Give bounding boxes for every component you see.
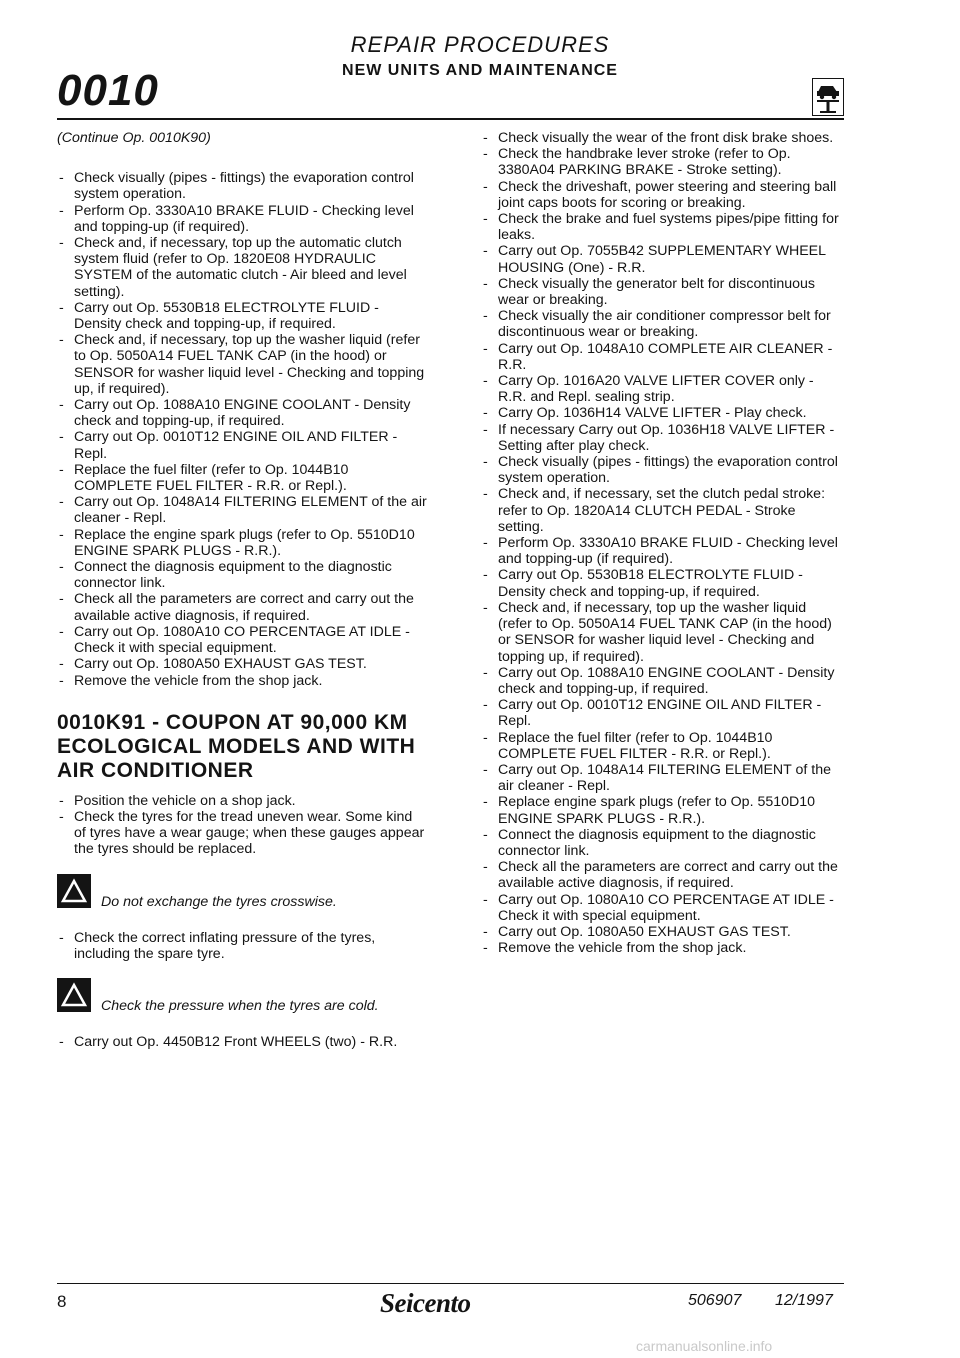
continue-note: (Continue Op. 0010K90) [57,130,211,146]
list-item: - Remove the vehicle from the shop jack. [481,940,843,956]
left-column [57,130,427,1050]
section-steps [57,930,427,962]
footer-rule [57,1283,844,1284]
page-title: REPAIR PROCEDURES [350,32,610,57]
list-item: - Replace engine spark plugs (refer to Op. 5510D10 ENGINE SPARK PLUGS - R.R.). [481,794,843,826]
section-title: 0010K91 - COUPON AT 90,000 KM ECOLOGICAL MODELS AND WITH AIR CONDITIONER [57,710,416,782]
list-item: - Carry out Op. 1080A10 CO PERCENTAGE AT IDLE - Check it with special equipment. [481,892,843,924]
warning-icon [57,874,91,908]
list-item: - Carry Op. 1036H14 VALVE LIFTER - Play check. [481,405,843,421]
list-item: - Carry out Op. 0010T12 ENGINE OIL AND FILTER - Repl. [481,697,843,729]
header-rule [57,118,844,120]
list-item: - Check visually the air conditioner compressor belt for discontinuous wear or breaking. [481,308,843,340]
list-item: - Check and, if necessary, set the clutch pedal stroke: refer to Op. 1820A14 CLUTCH PEDAL - Stroke setting. [481,486,843,535]
list-item: - Check the driveshaft, power steering and steering ball joint caps boots for scoring or breaking. [481,179,843,211]
right-column [481,130,843,956]
list-item: - Perform Op. 3330A10 BRAKE FLUID - Checking level and topping-up (if required). [481,535,843,567]
list-item: - Carry out Op. 1088A10 ENGINE COOLANT - Density check and topping-up, if required. [57,397,427,429]
list-item: - Carry out Op. 1080A10 CO PERCENTAGE AT IDLE - Check it with special equipment. [57,624,427,656]
list-item: - Carry out Op. 1088A10 ENGINE COOLANT - Density check and topping-up, if required. [481,665,843,697]
document-code: 506907 [688,1292,742,1309]
list-item: - Perform Op. 3330A10 BRAKE FLUID - Checking level and topping-up (if required). [57,203,427,235]
list-item: - Carry out Op. 1080A50 EXHAUST GAS TEST. [57,656,427,672]
list-item: - If necessary Carry out Op. 1036H18 VALVE LIFTER - Setting after play check. [481,422,843,454]
procedure-list [481,130,843,956]
list-item: - Carry out Op. 7055B42 SUPPLEMENTARY WHEEL HOUSING (One) - R.R. [481,243,843,275]
list-item: - Check the correct inflating pressure of the tyres, including the spare tyre. [57,930,427,962]
list-item: - Check the tyres for the tread uneven wear. Some kind of tyres have a wear gauge; when these gauges appear the tyres should be replaced. [57,809,427,858]
page-number: 8 [57,1292,67,1311]
list-item: - Carry out Op. 1048A14 FILTERING ELEMENT of the air cleaner - Repl. [481,762,843,794]
section-steps [57,793,427,858]
list-item: - Replace the fuel filter (refer to Op. 1044B10 COMPLETE FUEL FILTER - R.R. or Repl.). [481,730,843,762]
section-code: 0010 [57,66,159,115]
list-item: - Position the vehicle on a shop jack. [57,793,427,809]
list-item: - Check and, if necessary, top up the washer liquid (refer to Op. 5050A14 FUEL TANK CAP (in the hood) or SENSOR for washer liquid level - Checking and topping up, if required). [481,600,843,665]
list-item: - Check the brake and fuel systems pipes/pipe fitting for leaks. [481,211,843,243]
list-item: - Carry out Op. 5530B18 ELECTROLYTE FLUID - Density check and topping-up, if required. [57,300,427,332]
list-item: - Check all the parameters are correct and carry out the available active diagnosis, if required. [481,859,843,891]
list-item: - Remove the vehicle from the shop jack. [57,673,427,689]
list-item: - Carry out Op. 4450B12 Front WHEELS (two) - R.R. [57,1034,427,1050]
brand-logo: Seicento [380,1288,471,1318]
list-item: - Carry out Op. 1048A10 COMPLETE AIR CLEANER - R.R. [481,341,843,373]
warning-note [57,874,427,916]
list-item: - Carry out Op. 1080A50 EXHAUST GAS TEST. [481,924,843,940]
watermark: carmanualsonline.info [636,1338,773,1354]
list-item: - Carry out Op. 5530B18 ELECTROLYTE FLUID - Density check and topping-up, if required. [481,567,843,599]
list-item: - Check visually the wear of the front disk brake shoes. [481,130,843,146]
list-item: - Check visually the generator belt for discontinuous wear or breaking. [481,276,843,308]
list-item: - Check the handbrake lever stroke (refer to Op. 3380A04 PARKING BRAKE - Stroke setting). [481,146,843,178]
warning-icon [57,978,91,1012]
page-subtitle: NEW UNITS AND MAINTENANCE [342,62,618,79]
list-item: - Replace the fuel filter (refer to Op. 1044B10 COMPLETE FUEL FILTER - R.R. or Repl.). [57,462,427,494]
list-item: - Connect the diagnosis equipment to the diagnostic connector link. [481,827,843,859]
list-item: - Carry out Op. 0010T12 ENGINE OIL AND FILTER - Repl. [57,429,427,461]
list-item: - Carry Op. 1016A20 VALVE LIFTER COVER only - R.R. and Repl. sealing strip. [481,373,843,405]
warning-text: Do not exchange the tyres crosswise. [101,893,337,910]
list-item: - Check visually (pipes - fittings) the evaporation control system operation. [57,170,427,202]
vehicle-lift-icon [812,78,844,116]
list-item: - Check all the parameters are correct and carry out the available active diagnosis, if required. [57,591,427,623]
list-item: - Connect the diagnosis equipment to the diagnostic connector link. [57,559,427,591]
list-item: - Carry out Op. 1048A14 FILTERING ELEMENT of the air cleaner - Repl. [57,494,427,526]
list-item: - Check visually (pipes - fittings) the evaporation control system operation. [481,454,843,486]
warning-note [57,978,427,1020]
document-date: 12/1997 [775,1292,833,1309]
warning-text: Check the pressure when the tyres are cold. [101,997,379,1014]
procedure-list [57,170,427,689]
section-steps [57,1034,427,1050]
list-item: - Check and, if necessary, top up the washer liquid (refer to Op. 5050A14 FUEL TANK CAP (in the hood) or SENSOR for washer liquid level - Checking and topping up, if required). [57,332,427,397]
list-item: - Replace the engine spark plugs (refer to Op. 5510D10 ENGINE SPARK PLUGS - R.R.). [57,527,427,559]
list-item: - Check and, if necessary, top up the automatic clutch system fluid (refer to Op. 1820E08 HYDRAULIC SYSTEM of the automatic clutch - Air bleed and level setting). [57,235,427,300]
